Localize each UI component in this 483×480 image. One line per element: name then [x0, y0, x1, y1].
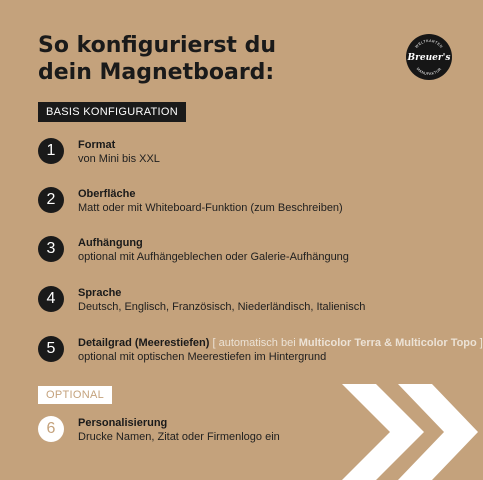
logo-brand-text: Breuer's: [407, 53, 451, 63]
step-oberflaeche: [38, 187, 343, 216]
double-chevron-right-icon: [340, 384, 480, 480]
step-format: [38, 138, 160, 167]
step-number-badge: 5: [38, 336, 64, 362]
step-description: von Mini bis XXL: [78, 153, 160, 165]
page-title: [38, 32, 276, 86]
section-label-optional: OPTIONAL: [38, 386, 112, 404]
step-title: Detailgrad (Meerestiefen): [78, 337, 210, 349]
step-sprache: [38, 286, 365, 315]
step-description: Drucke Namen, Zitat oder Firmenlogo ein: [78, 431, 280, 443]
step-number-badge: 3: [38, 236, 64, 262]
step-note: [213, 337, 483, 349]
step-number-badge: 2: [38, 187, 64, 213]
step-title: Sprache: [78, 287, 122, 299]
step-note-prefix: [ automatisch bei: [212, 337, 299, 349]
page-title-line-2: dein Magnetboard:: [38, 60, 275, 85]
breuers-logo-icon: [406, 34, 452, 80]
step-detailgrad: [38, 336, 483, 365]
step-number-badge: 1: [38, 138, 64, 164]
step-aufhaengung: [38, 236, 349, 265]
step-description: Matt oder mit Whiteboard-Funktion (zum Beschreiben): [78, 202, 343, 214]
step-number-badge: 4: [38, 286, 64, 312]
step-description: optional mit optischen Meerestiefen im Hintergrund: [78, 351, 327, 363]
logo-top-text: WELTKARTEN: [414, 38, 444, 49]
step-description: optional mit Aufhängeblechen oder Galerie-Aufhängung: [78, 251, 349, 263]
step-number-badge: 6: [38, 416, 64, 442]
logo-bottom-text: MANUFAKTUR: [415, 66, 443, 77]
step-title-line: [78, 336, 483, 350]
svg-text:WELTKARTEN: [414, 39, 443, 49]
step-title: Format: [78, 139, 116, 151]
step-personalisierung: [38, 416, 280, 445]
breuers-logo: [406, 34, 452, 80]
step-description: Deutsch, Englisch, Französisch, Niederländisch, Italienisch: [78, 301, 366, 313]
step-note-bold: Multicolor Terra & Multicolor Topo: [298, 337, 477, 349]
section-label-basis: BASIS KONFIGURATION: [38, 102, 186, 122]
svg-text:MANUFAKTUR: [416, 67, 443, 76]
step-title: Oberfläche: [78, 188, 136, 200]
page-title-line-1: So konfigurierst du: [38, 33, 276, 58]
step-title: Aufhängung: [78, 237, 143, 249]
step-title: Personalisierung: [78, 417, 168, 429]
step-note-suffix: ]: [476, 337, 483, 349]
